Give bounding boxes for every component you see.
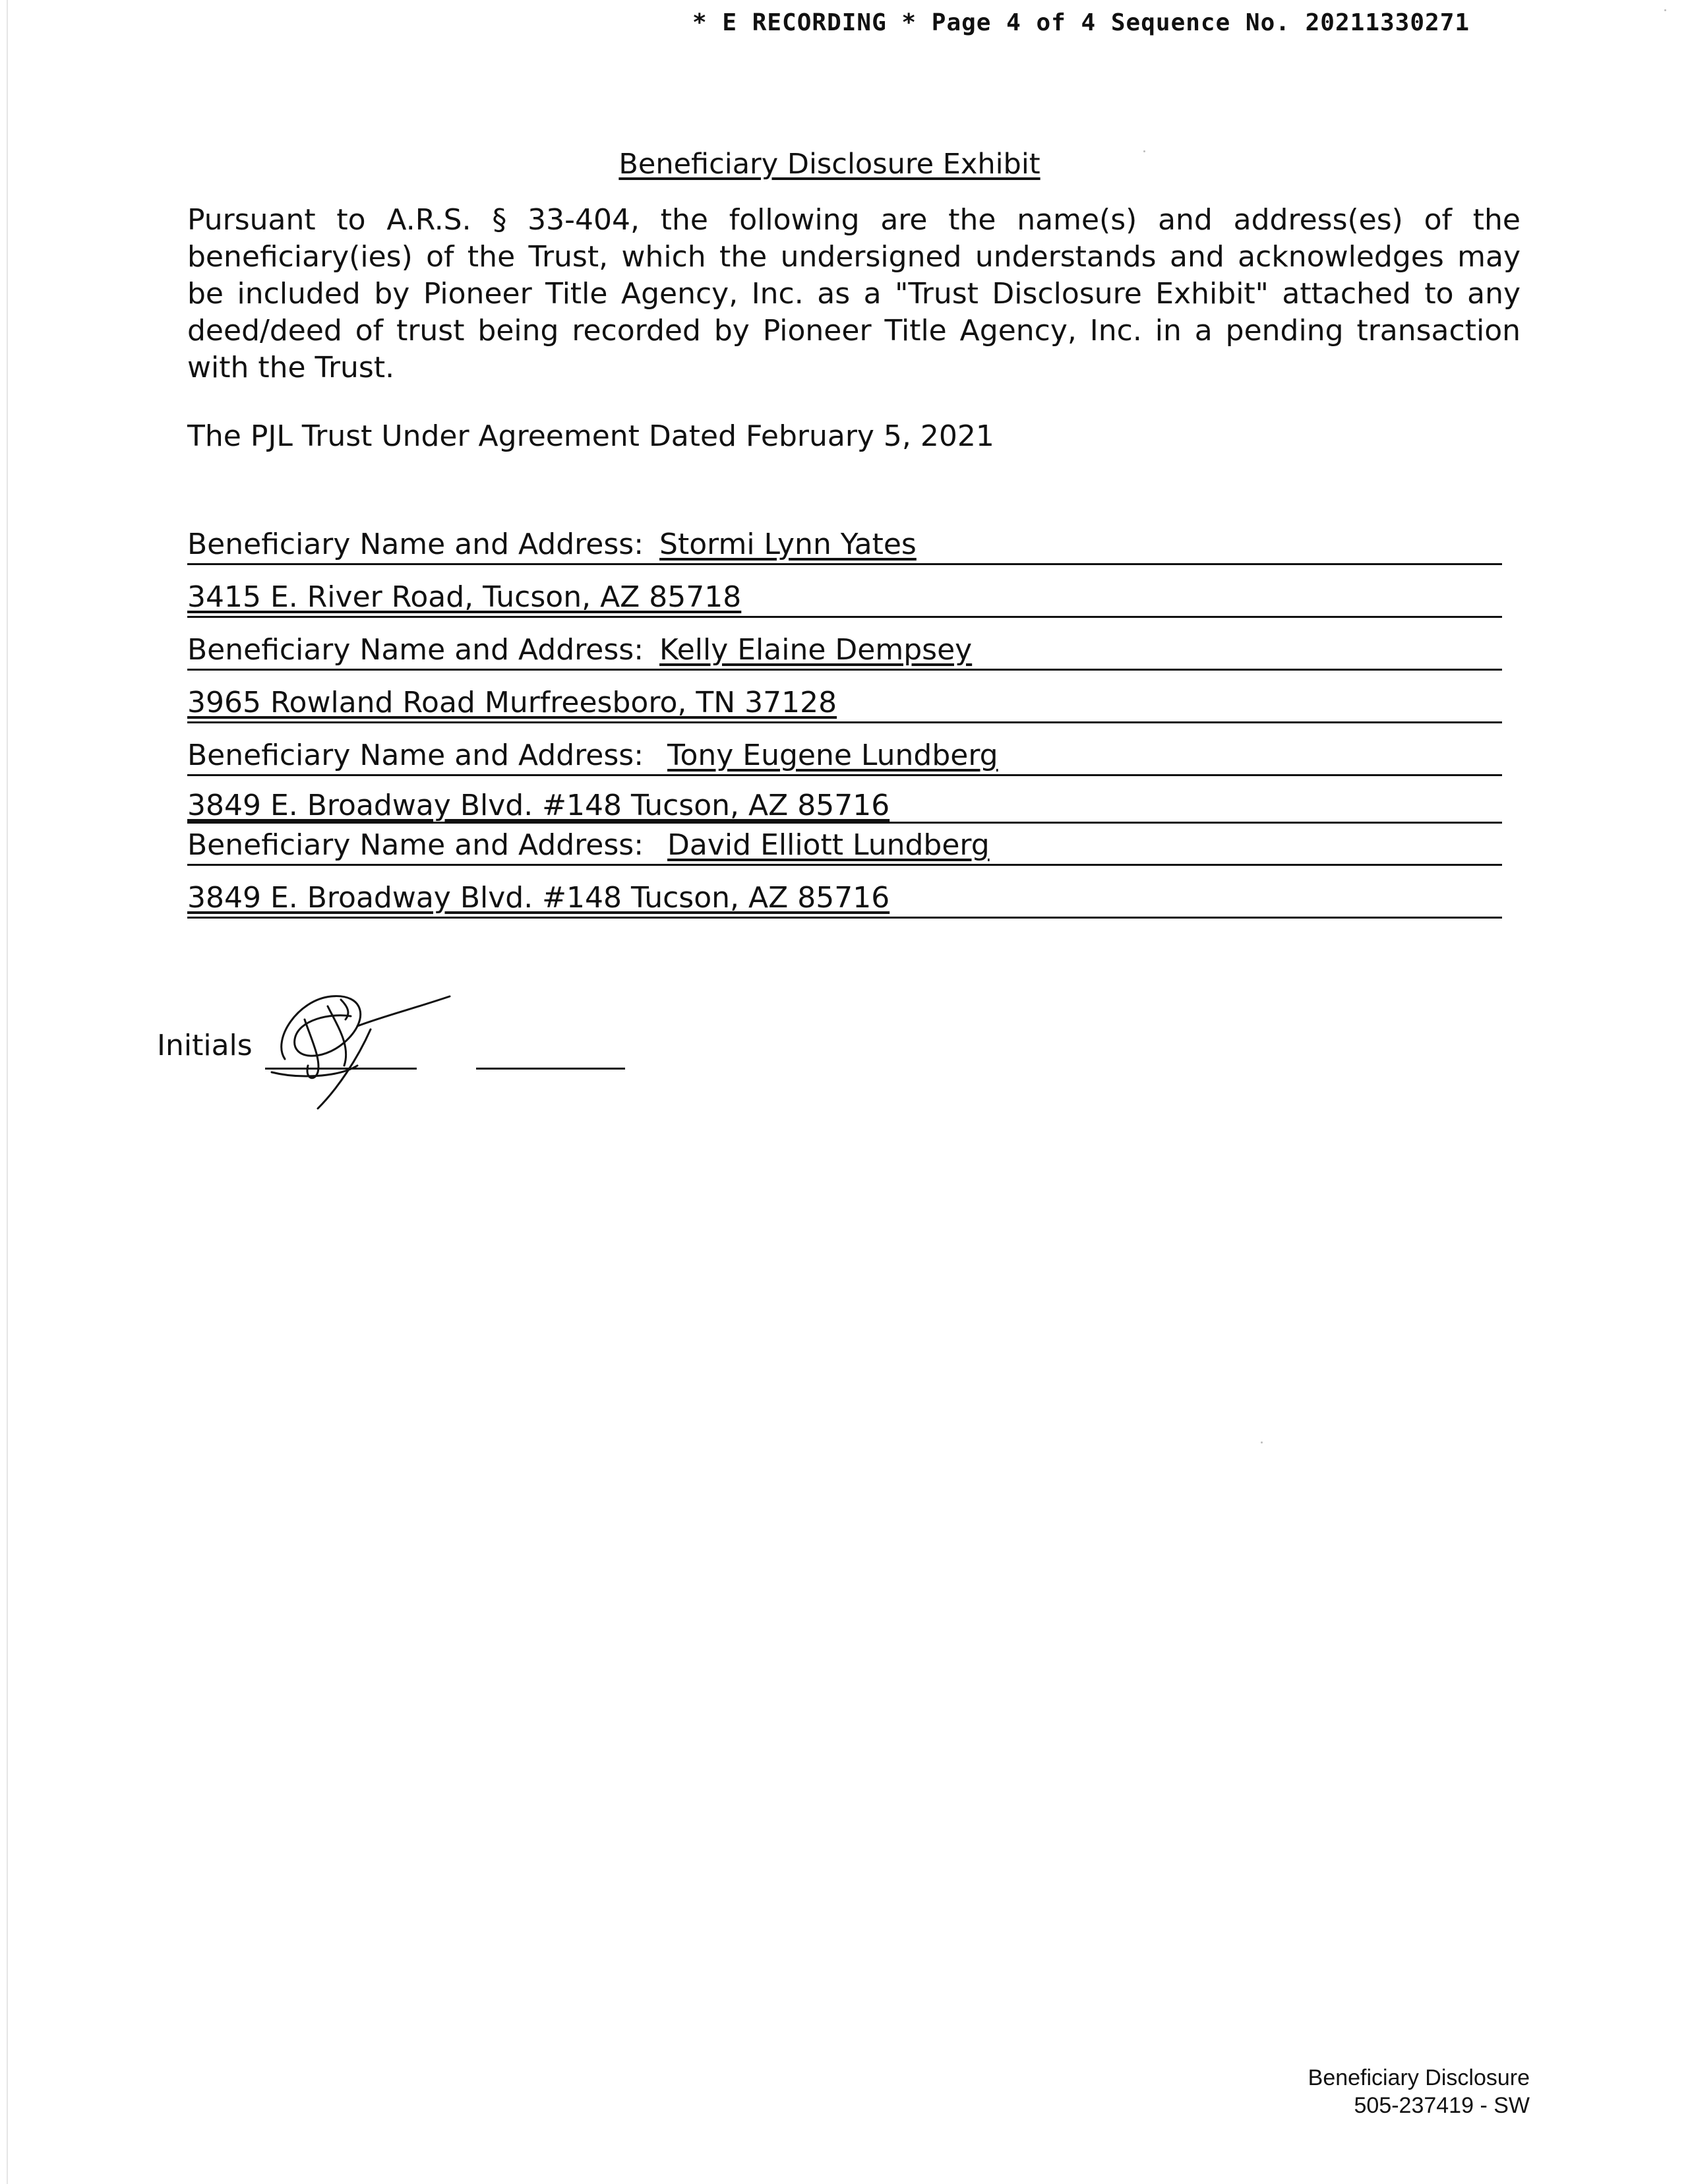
- beneficiary-label: Beneficiary Name and Address:: [187, 828, 644, 862]
- beneficiary-name: Kelly Elaine Dempsey: [659, 633, 973, 667]
- footer-title: Beneficiary Disclosure: [1308, 2065, 1530, 2090]
- beneficiary-name-line: [187, 739, 1502, 776]
- footer-file-number: 505-237419 - SW: [1354, 2093, 1530, 2118]
- intro-paragraph: Pursuant to A.R.S. § 33-404, the following are the name(s) and address(es) of the beneficiary(ies) of the Trust, which the undersigned understands and acknowledges may be included by Pioneer Title Agency, Inc. as a "Trust Disclosure Exhibit" attached to any deed/deed of trust being recorded by Pioneer Title Agency, Inc. in a pending transaction with the Trust.: [187, 203, 1521, 384]
- trust-name: The PJL Trust Under Agreement Dated February 5, 2021: [187, 419, 994, 453]
- initials-label: Initials: [157, 1029, 253, 1062]
- beneficiary-address: 3849 E. Broadway Blvd. #148 Tucson, AZ 85716: [187, 881, 890, 915]
- recording-header: * E RECORDING * Page 4 of 4 Sequence No. 20211330271: [692, 9, 1470, 36]
- beneficiary-address: 3415 E. River Road, Tucson, AZ 85718: [187, 580, 742, 614]
- beneficiary-label: Beneficiary Name and Address:: [187, 528, 644, 561]
- beneficiary-name: Stormi Lynn Yates: [659, 528, 917, 561]
- beneficiary-name: David Elliott Lundberg: [667, 828, 990, 862]
- footer-reference: [1253, 2064, 1530, 2119]
- beneficiary-name-line: [187, 528, 1502, 565]
- beneficiary-name-line: [187, 633, 1502, 671]
- signature-mark: [258, 980, 456, 1112]
- beneficiary-name: Tony Eugene Lundberg: [667, 739, 998, 772]
- scan-speck: [1261, 1441, 1263, 1443]
- beneficiary-label: Beneficiary Name and Address:: [187, 633, 644, 667]
- document-title: Beneficiary Disclosure Exhibit: [618, 148, 1040, 181]
- beneficiary-address-line: [187, 686, 1502, 723]
- page-edge-rule: [7, 0, 8, 2184]
- scan-speck: [1664, 9, 1666, 11]
- beneficiary-address-line: [187, 580, 1502, 618]
- beneficiary-name-line: [187, 828, 1502, 866]
- beneficiary-address-line: [187, 881, 1502, 919]
- beneficiary-address-line: [187, 789, 1502, 824]
- initials-blank: [476, 1068, 625, 1070]
- scan-speck: [1143, 150, 1145, 152]
- beneficiary-address: 3849 E. Broadway Blvd. #148 Tucson, AZ 85716: [187, 789, 890, 822]
- beneficiary-address: 3965 Rowland Road Murfreesboro, TN 37128: [187, 686, 837, 719]
- beneficiary-label: Beneficiary Name and Address:: [187, 739, 644, 772]
